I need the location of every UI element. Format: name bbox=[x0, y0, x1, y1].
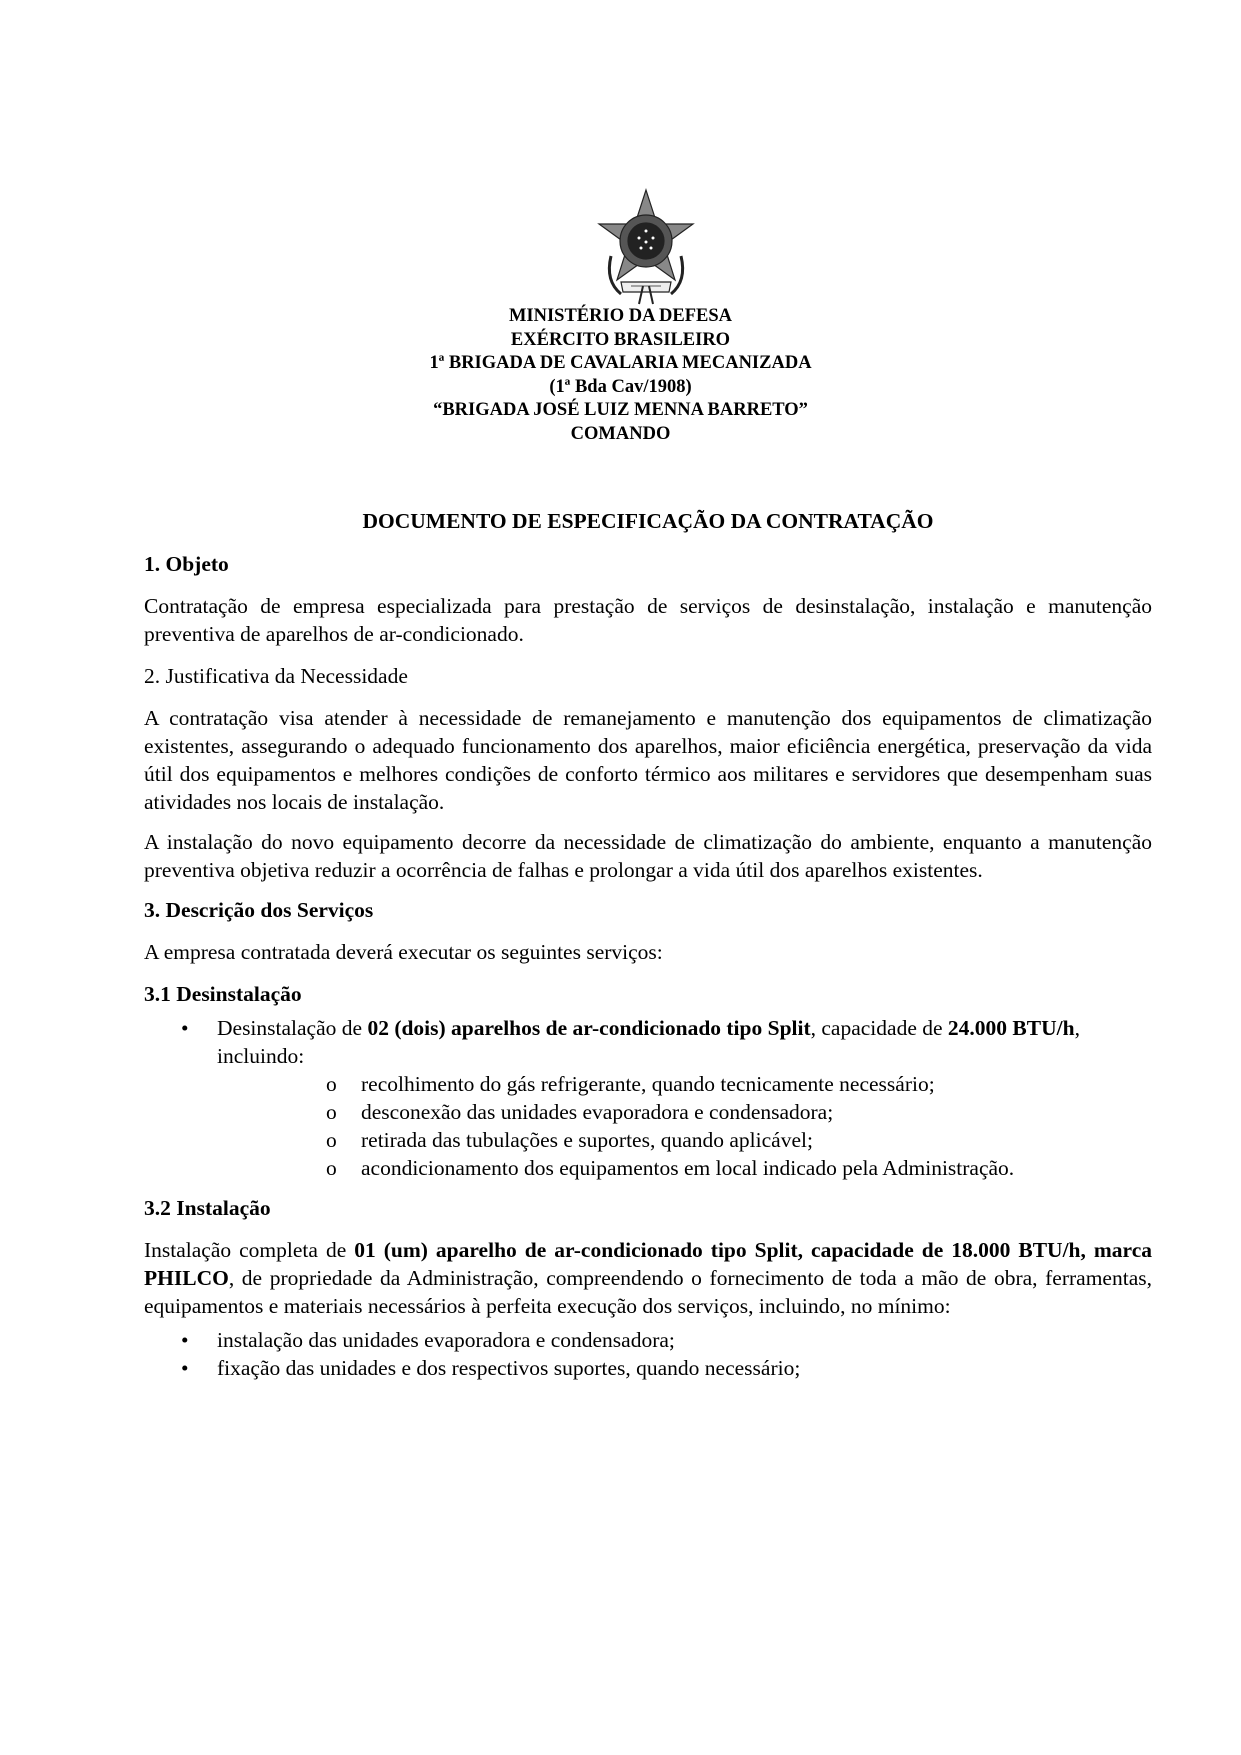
document-title: DOCUMENTO DE ESPECIFICAÇÃO DA CONTRATAÇÃO bbox=[362, 509, 934, 533]
section-3-1-list bbox=[144, 1014, 1152, 1182]
header-line-brigade: 1ª BRIGADA DE CAVALARIA MECANIZADA bbox=[429, 353, 812, 373]
sub-list-item: o acondicionamento dos equipamentos em local indicado pela Administração. bbox=[217, 1154, 1152, 1182]
coat-of-arms-icon bbox=[591, 186, 701, 306]
sub-list-item: o recolhimento do gás refrigerante, quando tecnicamente necessário; bbox=[217, 1070, 1152, 1098]
sub-list bbox=[217, 1070, 1152, 1182]
section-3-2-list bbox=[144, 1326, 1152, 1382]
section-3-1-heading: 3.1 Desinstalação bbox=[144, 982, 302, 1006]
section-2-paragraph-2: A instalação do novo equipamento decorre da necessidade de climatização do ambiente, enquanto a manutenção preventiva objetiva reduzir a ocorrência de falhas e prolongar a vida útil dos aparelhos existentes. bbox=[144, 830, 1152, 882]
header-line-command: COMANDO bbox=[570, 423, 671, 444]
section-2-heading: 2. Justificativa da Necessidade bbox=[144, 664, 408, 688]
list-item: • instalação das unidades evaporadora e condensadora; bbox=[144, 1326, 1152, 1354]
header-line-ministry: MINISTÉRIO DA DEFESA bbox=[508, 306, 733, 326]
sub-list-item: o retirada das tubulações e suportes, quando aplicável; bbox=[217, 1126, 1152, 1154]
section-3-2-heading: 3.2 Instalação bbox=[144, 1196, 271, 1220]
header-line-brigade-name: “BRIGADA JOSÉ LUIZ MENNA BARRETO” bbox=[433, 400, 808, 420]
section-3-intro: A empresa contratada deverá executar os seguintes serviços: bbox=[144, 940, 663, 964]
section-1-heading: 1. Objeto bbox=[144, 552, 229, 576]
document-body bbox=[144, 550, 1152, 1382]
section-3-heading: 3. Descrição dos Serviços bbox=[144, 898, 374, 922]
institution-header bbox=[0, 305, 1241, 446]
list-item: • Desinstalação de 02 (dois) aparelhos de ar-condicionado tipo Split, capacidade de 24.000 BTU/h, incluindo: o recolhimento do gás refrigerante, quando tecnicamente necessário; o desconexão das unidades evaporadora e condensadora; o retirada das tubulações e suportes, quando aplicável; o acondicionamento dos equipamentos em local indicado pela Administração. bbox=[144, 1014, 1152, 1182]
section-2-paragraph-1: A contratação visa atender à necessidade de remanejamento e manutenção dos equipamentos de climatização existentes, assegurando o adequado funcionamento dos aparelhos, maior eficiência energética, preservação da vida útil dos equipamentos e melhores condições de conforto térmico aos militares e servidores que desempenham suas atividades nos locais de instalação. bbox=[144, 706, 1152, 814]
section-1-text: Contratação de empresa especializada para prestação de serviços de desinstalação, instalação e manutenção preventiva de aparelhos de ar-condicionado. bbox=[144, 594, 1152, 646]
sub-list-item: o desconexão das unidades evaporadora e condensadora; bbox=[217, 1098, 1152, 1126]
list-item: • fixação das unidades e dos respectivos suportes, quando necessário; bbox=[144, 1354, 1152, 1382]
header-line-army: EXÉRCITO BRASILEIRO bbox=[510, 329, 731, 350]
header-line-abbrev: (1ª Bda Cav/1908) bbox=[549, 376, 692, 397]
section-3-2-text: Instalação completa de 01 (um) aparelho de ar-condicionado tipo Split, capacidade de 18.000 BTU/h, marca PHILCO, de propriedade da Administração, compreendendo o fornecimento de toda a mão de obra, ferramentas, equipamentos e materiais necessários à perfeita execução dos serviços, incluindo, no mínimo: bbox=[144, 1238, 1152, 1318]
